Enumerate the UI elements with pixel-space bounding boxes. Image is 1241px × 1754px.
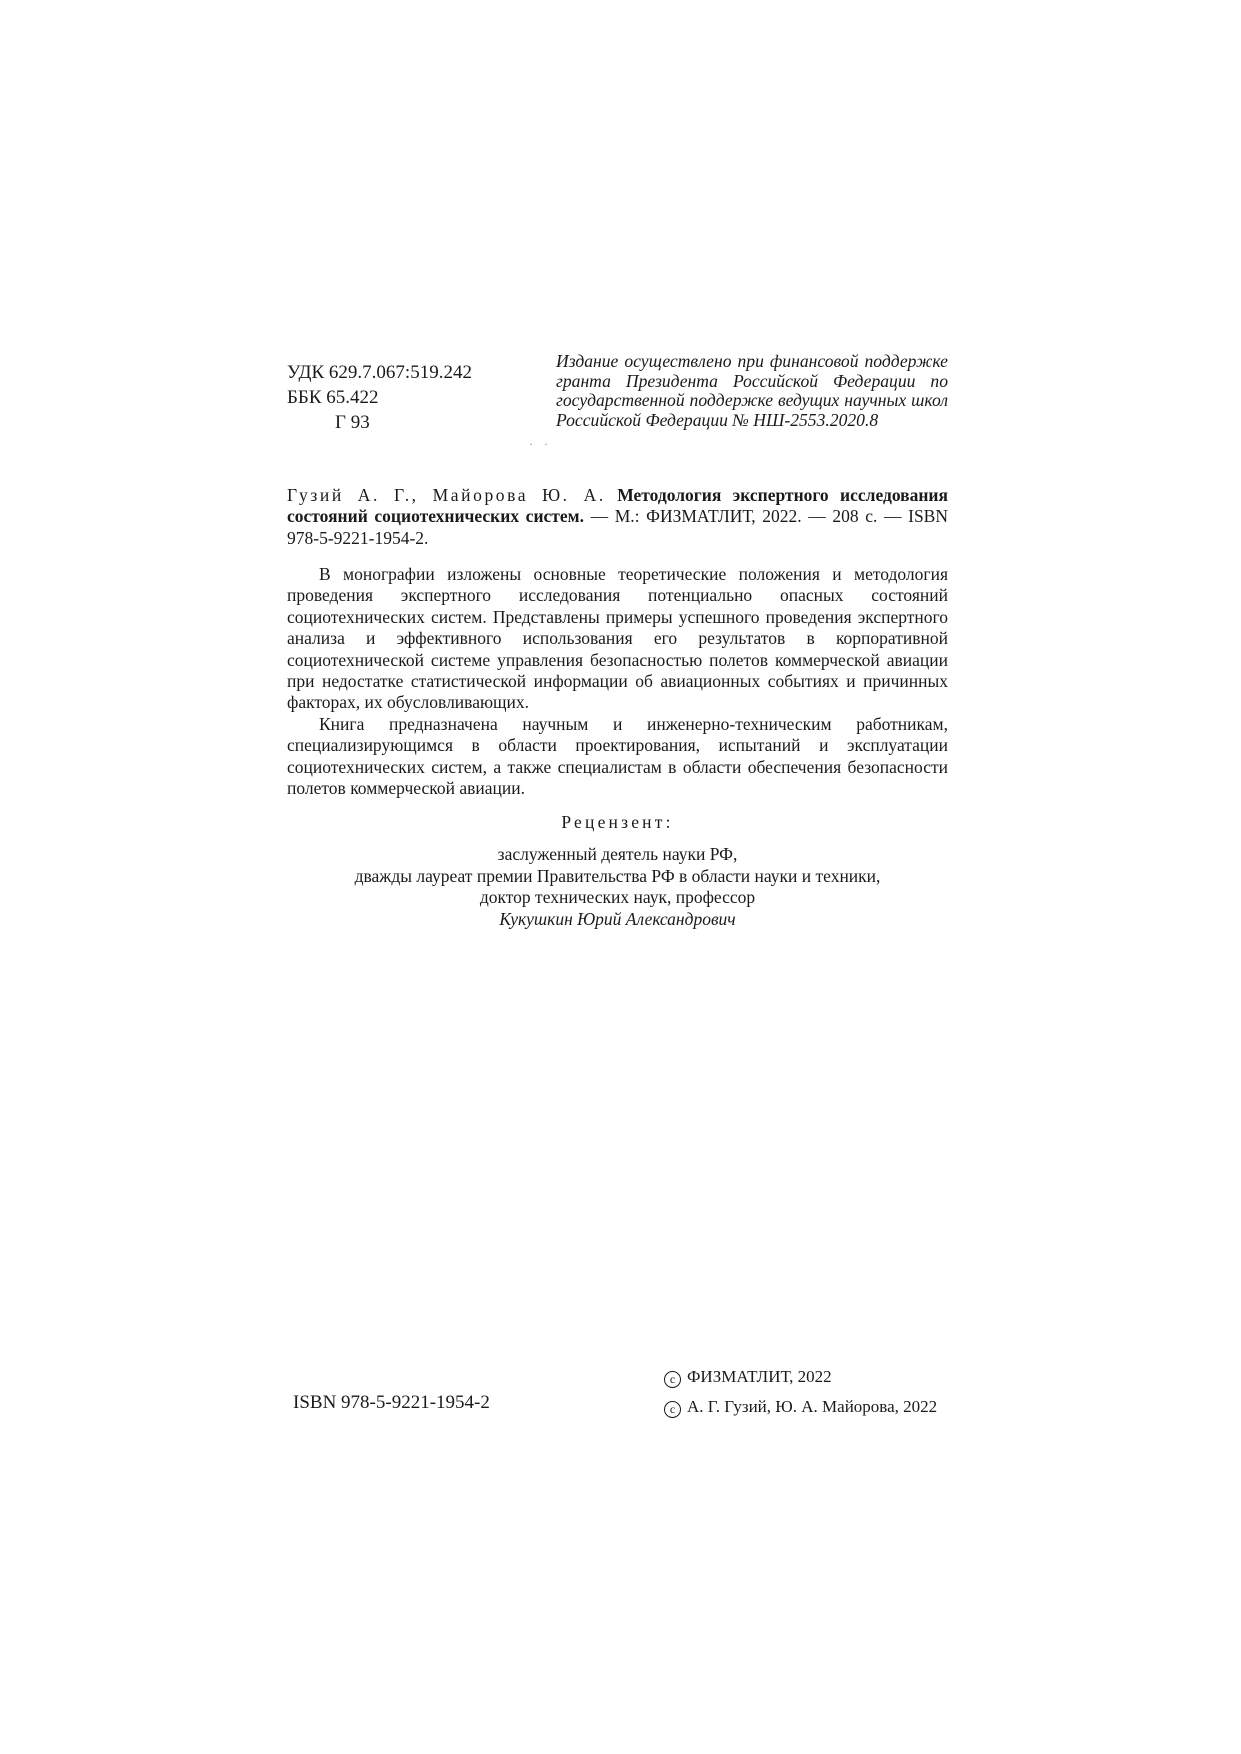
bibliographic-record	[287, 485, 948, 549]
reviewer-credential: доктор технических наук, профессор	[479, 887, 756, 908]
copyright-holder: ФИЗМАТЛИТ, 2022	[687, 1367, 832, 1386]
bbk-code: ББК 65.422	[287, 387, 379, 408]
copyright-icon: c	[664, 1401, 681, 1418]
reviewer-credential: дважды лауреат премии Правительства РФ в области науки и техники,	[354, 865, 881, 886]
udk-code: УДК 629.7.067:519.242	[287, 362, 472, 383]
copyright-holder: А. Г. Гузий, Ю. А. Майорова, 2022	[687, 1397, 938, 1416]
copyright-notices	[664, 1362, 937, 1422]
classification-codes	[287, 360, 517, 435]
bib-title: Методология экспертного исследования состояний социотехнических систем.	[287, 485, 948, 527]
reviewer-credential: заслуженный деятель науки РФ,	[497, 844, 738, 865]
reviewer-block	[287, 812, 948, 930]
copyright-line	[664, 1362, 937, 1392]
copyright-line	[664, 1392, 937, 1422]
abstract-paragraph: Книга предназначена научным и инженерно-техническим работникам, специализирующимся в области проектирования, испытаний и эксплуатации социотехнических систем, а также специалистам в области обеспечения безопасности полетов коммерческой авиации.	[287, 713, 948, 799]
author-mark: Г 93	[335, 412, 370, 433]
isbn: ISBN 978-5-9221-1954-2	[293, 1392, 490, 1413]
reviewer-name: Кукушкин Юрий Александрович	[499, 908, 736, 929]
scan-artifact-dots: · ·	[529, 437, 552, 451]
abstract	[287, 564, 948, 799]
copyright-icon: c	[664, 1371, 681, 1388]
bib-imprint: — М.: ФИЗМАТЛИТ, 2022. — 208 с. — ISBN 978-5-9221-1954-2.	[287, 506, 948, 548]
grant-note: Издание осуществлено при финансовой поддержке гранта Президента Российской Федерации по государственной поддержке ведущих научных школ Российской Федерации № НШ-2553.2020.8	[556, 351, 948, 430]
bib-authors: Гузий А. Г., Майорова Ю. А.	[287, 485, 606, 505]
reviewer-heading: Рецензент:	[561, 812, 674, 832]
abstract-paragraph: В монографии изложены основные теоретические положения и методология проведения экспертного исследования потенциально опасных состояний социотехнических систем. Представлены примеры успешного проведения экспертного анализа и эффективного использования его результатов в корпоративной социотехнической системе управления безопасностью полетов коммерческой авиации при недостатке статистической информации об авиационных событиях и причинных факторах, их обусловливающих.	[287, 564, 948, 713]
